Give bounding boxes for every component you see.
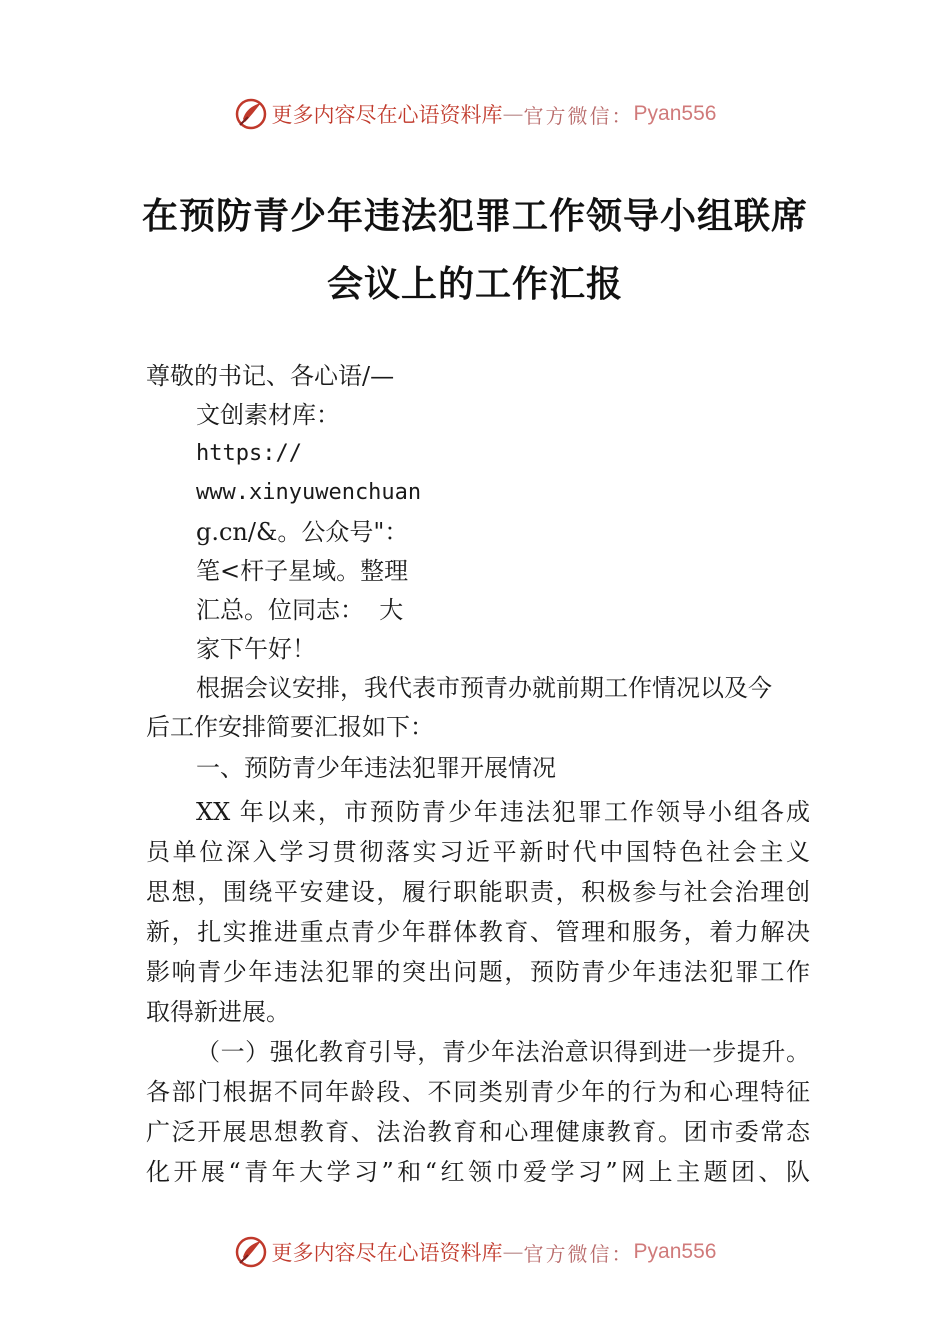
- wechat-label: 官方微信：: [523, 103, 634, 128]
- document-title-line-1: 在预防青少年违法犯罪工作领导小组联席: [141, 195, 808, 237]
- source-line: g.cn/&。公众号"：: [196, 518, 409, 546]
- promo-text: 更多内容尽在心语资料库: [271, 103, 503, 127]
- paragraph-line: 各部门根据不同年龄段、不同类别青少年的行为和心理特征: [146, 1078, 810, 1106]
- source-line: 汇总。位同志： 大: [196, 596, 404, 624]
- source-line: www.xinyuwenchuan: [196, 480, 422, 505]
- banner-separator: —: [502, 102, 524, 126]
- source-line: 笔<杆子星域。整理: [196, 557, 409, 585]
- wechat-id: Pyan556: [633, 1240, 717, 1263]
- paragraph-line: 广泛开展思想教育、法治教育和心理健康教育。团市委常态: [146, 1118, 810, 1146]
- intro-line: 根据会议安排，我代表市预青办就前期工作情况以及今: [196, 674, 772, 702]
- source-line: https://: [196, 441, 302, 466]
- paragraph-line: 影响青少年违法犯罪的突出问题，预防青少年违法犯罪工作: [146, 958, 810, 986]
- brand-logo-icon: [234, 97, 268, 131]
- paragraph-line: 员单位深入学习贯彻落实习近平新时代中国特色社会主义: [146, 838, 810, 866]
- intro-line: 后工作安排简要汇报如下：: [146, 713, 434, 741]
- brand-logo-icon: [234, 1235, 268, 1269]
- banner-separator: —: [502, 1240, 524, 1264]
- source-line: 家下午好！: [196, 635, 316, 663]
- paragraph-line: 化开展“青年大学习”和“红领巾爱学习”网上主题团、队: [146, 1158, 810, 1186]
- paragraph-line: 思想，围绕平安建设，履行职能职责，积极参与社会治理创: [146, 878, 810, 906]
- document-title-line-2: 会议上的工作汇报: [326, 263, 623, 305]
- salutation: 尊敬的书记、各心语/—: [146, 362, 395, 390]
- source-line: 文创素材库：: [196, 401, 340, 429]
- wechat-id: Pyan556: [633, 102, 717, 125]
- paragraph-line: （一）强化教育引导，青少年法治意识得到进一步提升。: [196, 1038, 810, 1066]
- paragraph-line: 新，扎实推进重点青少年群体教育、管理和服务，着力解决: [146, 918, 810, 946]
- paragraph-line: XX 年以来，市预防青少年违法犯罪工作领导小组各成: [196, 798, 810, 826]
- promo-text: 更多内容尽在心语资料库: [271, 1241, 503, 1265]
- paragraph-line: 取得新进展。: [146, 998, 290, 1026]
- header-banner: [0, 94, 950, 134]
- footer-banner: [0, 1232, 950, 1272]
- wechat-label: 官方微信：: [523, 1241, 634, 1266]
- section-heading: 一、预防青少年违法犯罪开展情况: [196, 754, 556, 782]
